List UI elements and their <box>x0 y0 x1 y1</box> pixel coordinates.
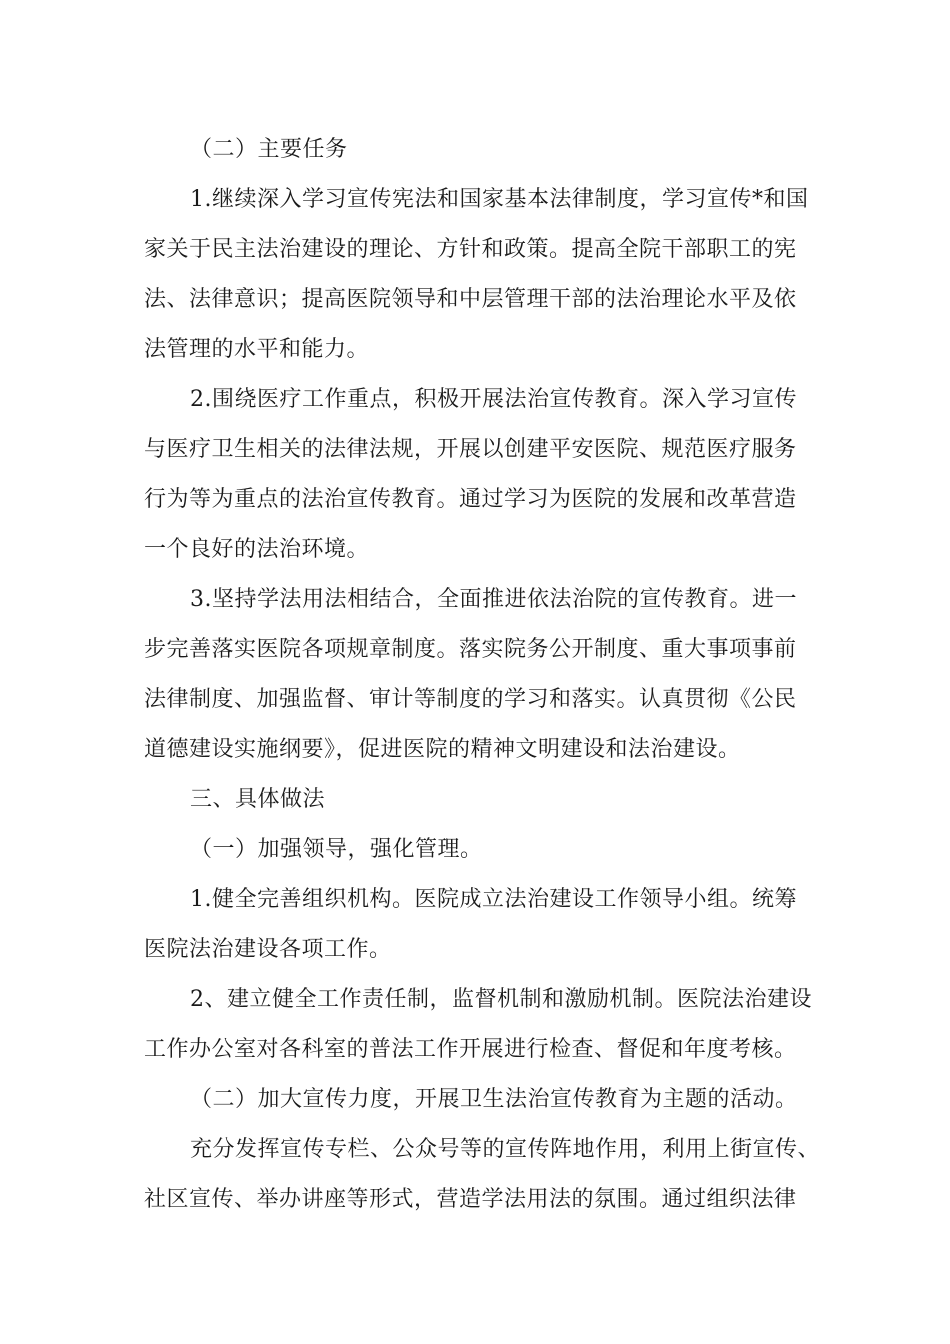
paragraph-line: 社区宣传、举办讲座等形式，营造学法用法的氛围。通过组织法律 <box>144 1187 797 1212</box>
paragraph-line: 1.健全完善组织机构。医院成立法治建设工作领导小组。统筹 <box>190 887 797 912</box>
paragraph-line: 步完善落实医院各项规章制度。落实院务公开制度、重大事项事前 <box>144 637 797 662</box>
paragraph-line: 法律制度、加强监督、审计等制度的学习和落实。认真贯彻《公民 <box>144 687 797 712</box>
paragraph-line: 1.继续深入学习宣传宪法和国家基本法律制度，学习宣传*和国 <box>190 187 809 212</box>
paragraph-line: 医院法治建设各项工作。 <box>144 937 392 962</box>
paragraph-line: 行为等为重点的法治宣传教育。通过学习为医院的发展和改革营造 <box>144 487 797 512</box>
section-heading: （二）加大宣传力度，开展卫生法治宣传教育为主题的活动。 <box>190 1087 798 1112</box>
paragraph-line: 法、法律意识；提高医院领导和中层管理干部的法治理论水平及依 <box>144 287 797 312</box>
section-heading: 三、具体做法 <box>190 787 326 812</box>
paragraph-line: 3.坚持学法用法相结合，全面推进依法治院的宣传教育。进一 <box>190 587 797 612</box>
paragraph-line: 家关于民主法治建设的理论、方针和政策。提高全院干部职工的宪 <box>144 237 797 262</box>
paragraph-line: 工作办公室对各科室的普法工作开展进行检查、督促和年度考核。 <box>144 1037 797 1062</box>
paragraph-line: 一个良好的法治环境。 <box>144 537 370 562</box>
section-heading: （二）主要任务 <box>190 137 348 162</box>
paragraph-line: 充分发挥宣传专栏、公众号等的宣传阵地作用，利用上街宣传、 <box>190 1137 821 1162</box>
paragraph-line: 2、建立健全工作责任制，监督机制和激励机制。医院法治建设 <box>190 987 812 1012</box>
section-heading: （一）加强领导，强化管理。 <box>190 837 483 862</box>
paragraph-line: 与医疗卫生相关的法律法规，开展以创建平安医院、规范医疗服务 <box>144 437 797 462</box>
paragraph-line: 法管理的水平和能力。 <box>144 337 370 362</box>
paragraph-line: 道德建设实施纲要》，促进医院的精神文明建设和法治建设。 <box>144 737 741 762</box>
paragraph-line: 2.围绕医疗工作重点，积极开展法治宣传教育。深入学习宣传 <box>190 387 797 412</box>
